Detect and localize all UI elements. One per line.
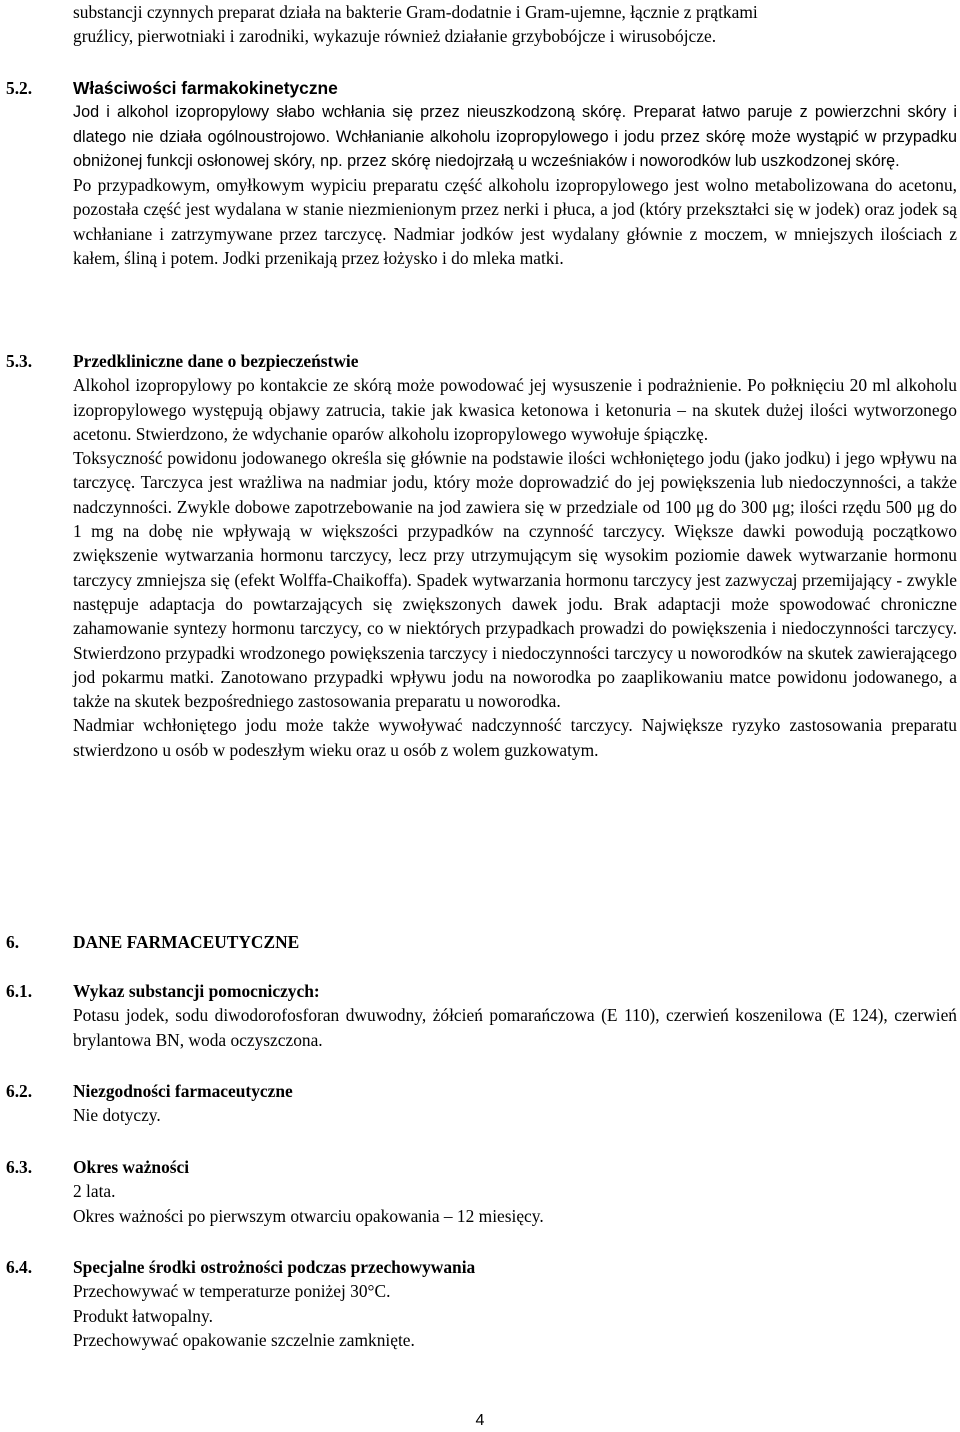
intro-line-1: substancji czynnych preparat działa na bakterie Gram-dodatnie i Gram-ujemne, łącznie z prątkami (73, 2, 758, 22)
page-number: 4 (475, 1412, 485, 1429)
section-6-1-title: Wykaz substancji pomocniczych: (73, 981, 320, 1001)
section-6-number: 6. (6, 932, 20, 952)
section-5-2-title: Właściwości farmakokinetyczne (73, 78, 338, 98)
section-6-4-line-2: Produkt łatwopalny. (73, 1305, 213, 1326)
section-5-2-number: 5.2. (6, 78, 33, 98)
section-6-3-line-2: Okres ważności po pierwszym otwarciu opakowania – 12 miesięcy. (73, 1205, 544, 1226)
section-5-2 (73, 76, 957, 270)
intro-text (73, 0, 957, 49)
section-6-4-line-1: Przechowywać w temperaturze poniżej 30°C. (73, 1281, 391, 1302)
section-5-3 (73, 349, 957, 762)
section-6-2-line-1: Nie dotyczy. (73, 1105, 161, 1126)
section-5-3-title: Przedkliniczne dane o bezpieczeństwie (73, 351, 359, 371)
section-6-4-number: 6.4. (6, 1257, 33, 1277)
section-6-2 (73, 1079, 957, 1128)
section-6-4-line-3: Przechowywać opakowanie szczelnie zamknięte. (73, 1329, 415, 1350)
section-5-3-para-3: Nadmiar wchłoniętego jodu może także wywoływać nadczynność tarczycy. Największe ryzyko zastosowania preparatu stwierdzono u osób w podeszłym wieku oraz u osób z wolem guzkowatym. (73, 715, 957, 760)
section-5-2-para-2: Po przypadkowym, omyłkowym wypiciu preparatu część alkoholu izopropylowego jest wolno metabolizowana do acetonu, pozostała część jest wydalana w stanie niezmienionym przez nerki i płuca, a jod (który przekształci się w jodek) oraz jodek są wchłaniane i zatrzymywane przez tarczycę. Nadmiar jodków jest wydalany głównie z moczem, w mniejszych ilościach z kałem, śliną i potem. Jodki przenikają przez łożysko i do mleka matki. (73, 175, 957, 269)
section-6-1 (73, 979, 957, 1052)
section-5-3-para-1: Alkohol izopropylowy po kontakcie ze skórą może powodować jej wysuszenie i podrażnienie. Po połknięciu 20 ml alkoholu izopropylowego występują objawy zatrucia, takie jak kwasica ketonowa i ketonuria – na skutek dużej ilości wytworzonego acetonu. Stwierdzono, że wdychanie oparów alkoholu izopropylowego wywołuje śpiączkę. (73, 375, 957, 444)
section-6-1-para: Potasu jodek, sodu diwodorofosforan dwuwodny, żółcień pomarańczowa (E 110), czerwień koszenilowa (E 124), czerwień brylantowa BN, woda oczyszczona. (73, 1005, 957, 1050)
section-6 (73, 930, 957, 954)
section-5-3-number: 5.3. (6, 351, 33, 371)
section-6-1-number: 6.1. (6, 981, 33, 1001)
section-6-3-title: Okres ważności (73, 1157, 190, 1177)
section-5-3-para-2: Toksyczność powidonu jodowanego określa się głównie na podstawie ilości wchłoniętego jodu (jako jodku) i jego wpływu na tarczycę. Tarczyca jest wrażliwa na nadmiar jodu, który może doprowadzić do jej powiększenia lub niedoczynności, a także nadczynności. Zwykle dobowe zapotrzebowanie na jod zawiera się w przedziale od 100 μg do 300 μg; ilości rzędu 500 μg do 1 mg na dobę nie wpływają w większości przypadków na czynność tarczycy. Większe dawki powodują początkowo zwiększenie wytwarzania hormonu tarczycy, lecz przy utrzymującym się wysokim poziomie dawek wytwarzanie hormonu tarczycy zmniejsza się (efekt Wolffa-Chaikoffa). Spadek wytwarzania hormonu tarczycy jest zazwyczaj przemijający - zwykle następuje adaptacja do powtarzających się zwiększonych dawek jodu. Brak adaptacji może spowodować chroniczne zahamowanie syntezy hormonu tarczycy, co w niektórych przypadkach prowadzi do powiększenia i niedoczynności tarczycy. Stwierdzono przypadki wrodzonego powiększenia tarczycy i niedoczynności tarczycy u noworodków na skutek zawierającego jod pokarmu matki. Zanotowano przypadki wpływu jodu na noworodka po zaaplikowaniu matce powidonu jodowanego, a także na skutek bezpośredniego zastosowania preparatu u noworodka. (73, 448, 957, 712)
section-6-2-number: 6.2. (6, 1081, 33, 1101)
section-6-title: DANE FARMACEUTYCZNE (73, 932, 300, 952)
intro-line-2: gruźlicy, pierwotniaki i zarodniki, wykazuje również działanie grzybobójcze i wirusobójcze. (73, 26, 717, 47)
section-6-3-number: 6.3. (6, 1157, 33, 1177)
section-6-4-title: Specjalne środki ostrożności podczas przechowywania (73, 1257, 476, 1277)
section-6-2-title: Niezgodności farmaceutyczne (73, 1081, 293, 1101)
section-6-3 (73, 1155, 957, 1228)
section-6-3-line-1: 2 lata. (73, 1181, 116, 1202)
section-5-2-para-1: Jod i alkohol izopropylowy słabo wchłania się przez nieuszkodzoną skórę. Preparat łatwo paruje z powierzchni skóry i dlatego nie działa ogólnoustrojowo. Wchłanianie alkoholu izopropylowego i jodu przez skórę może wystąpić w przypadku obniżonej funkcji osłonowej skóry, np. przez skórę niedojrzałą u wcześniaków i noworodków lub uszkodzonej skórę. (73, 103, 957, 170)
section-6-4 (73, 1255, 957, 1352)
